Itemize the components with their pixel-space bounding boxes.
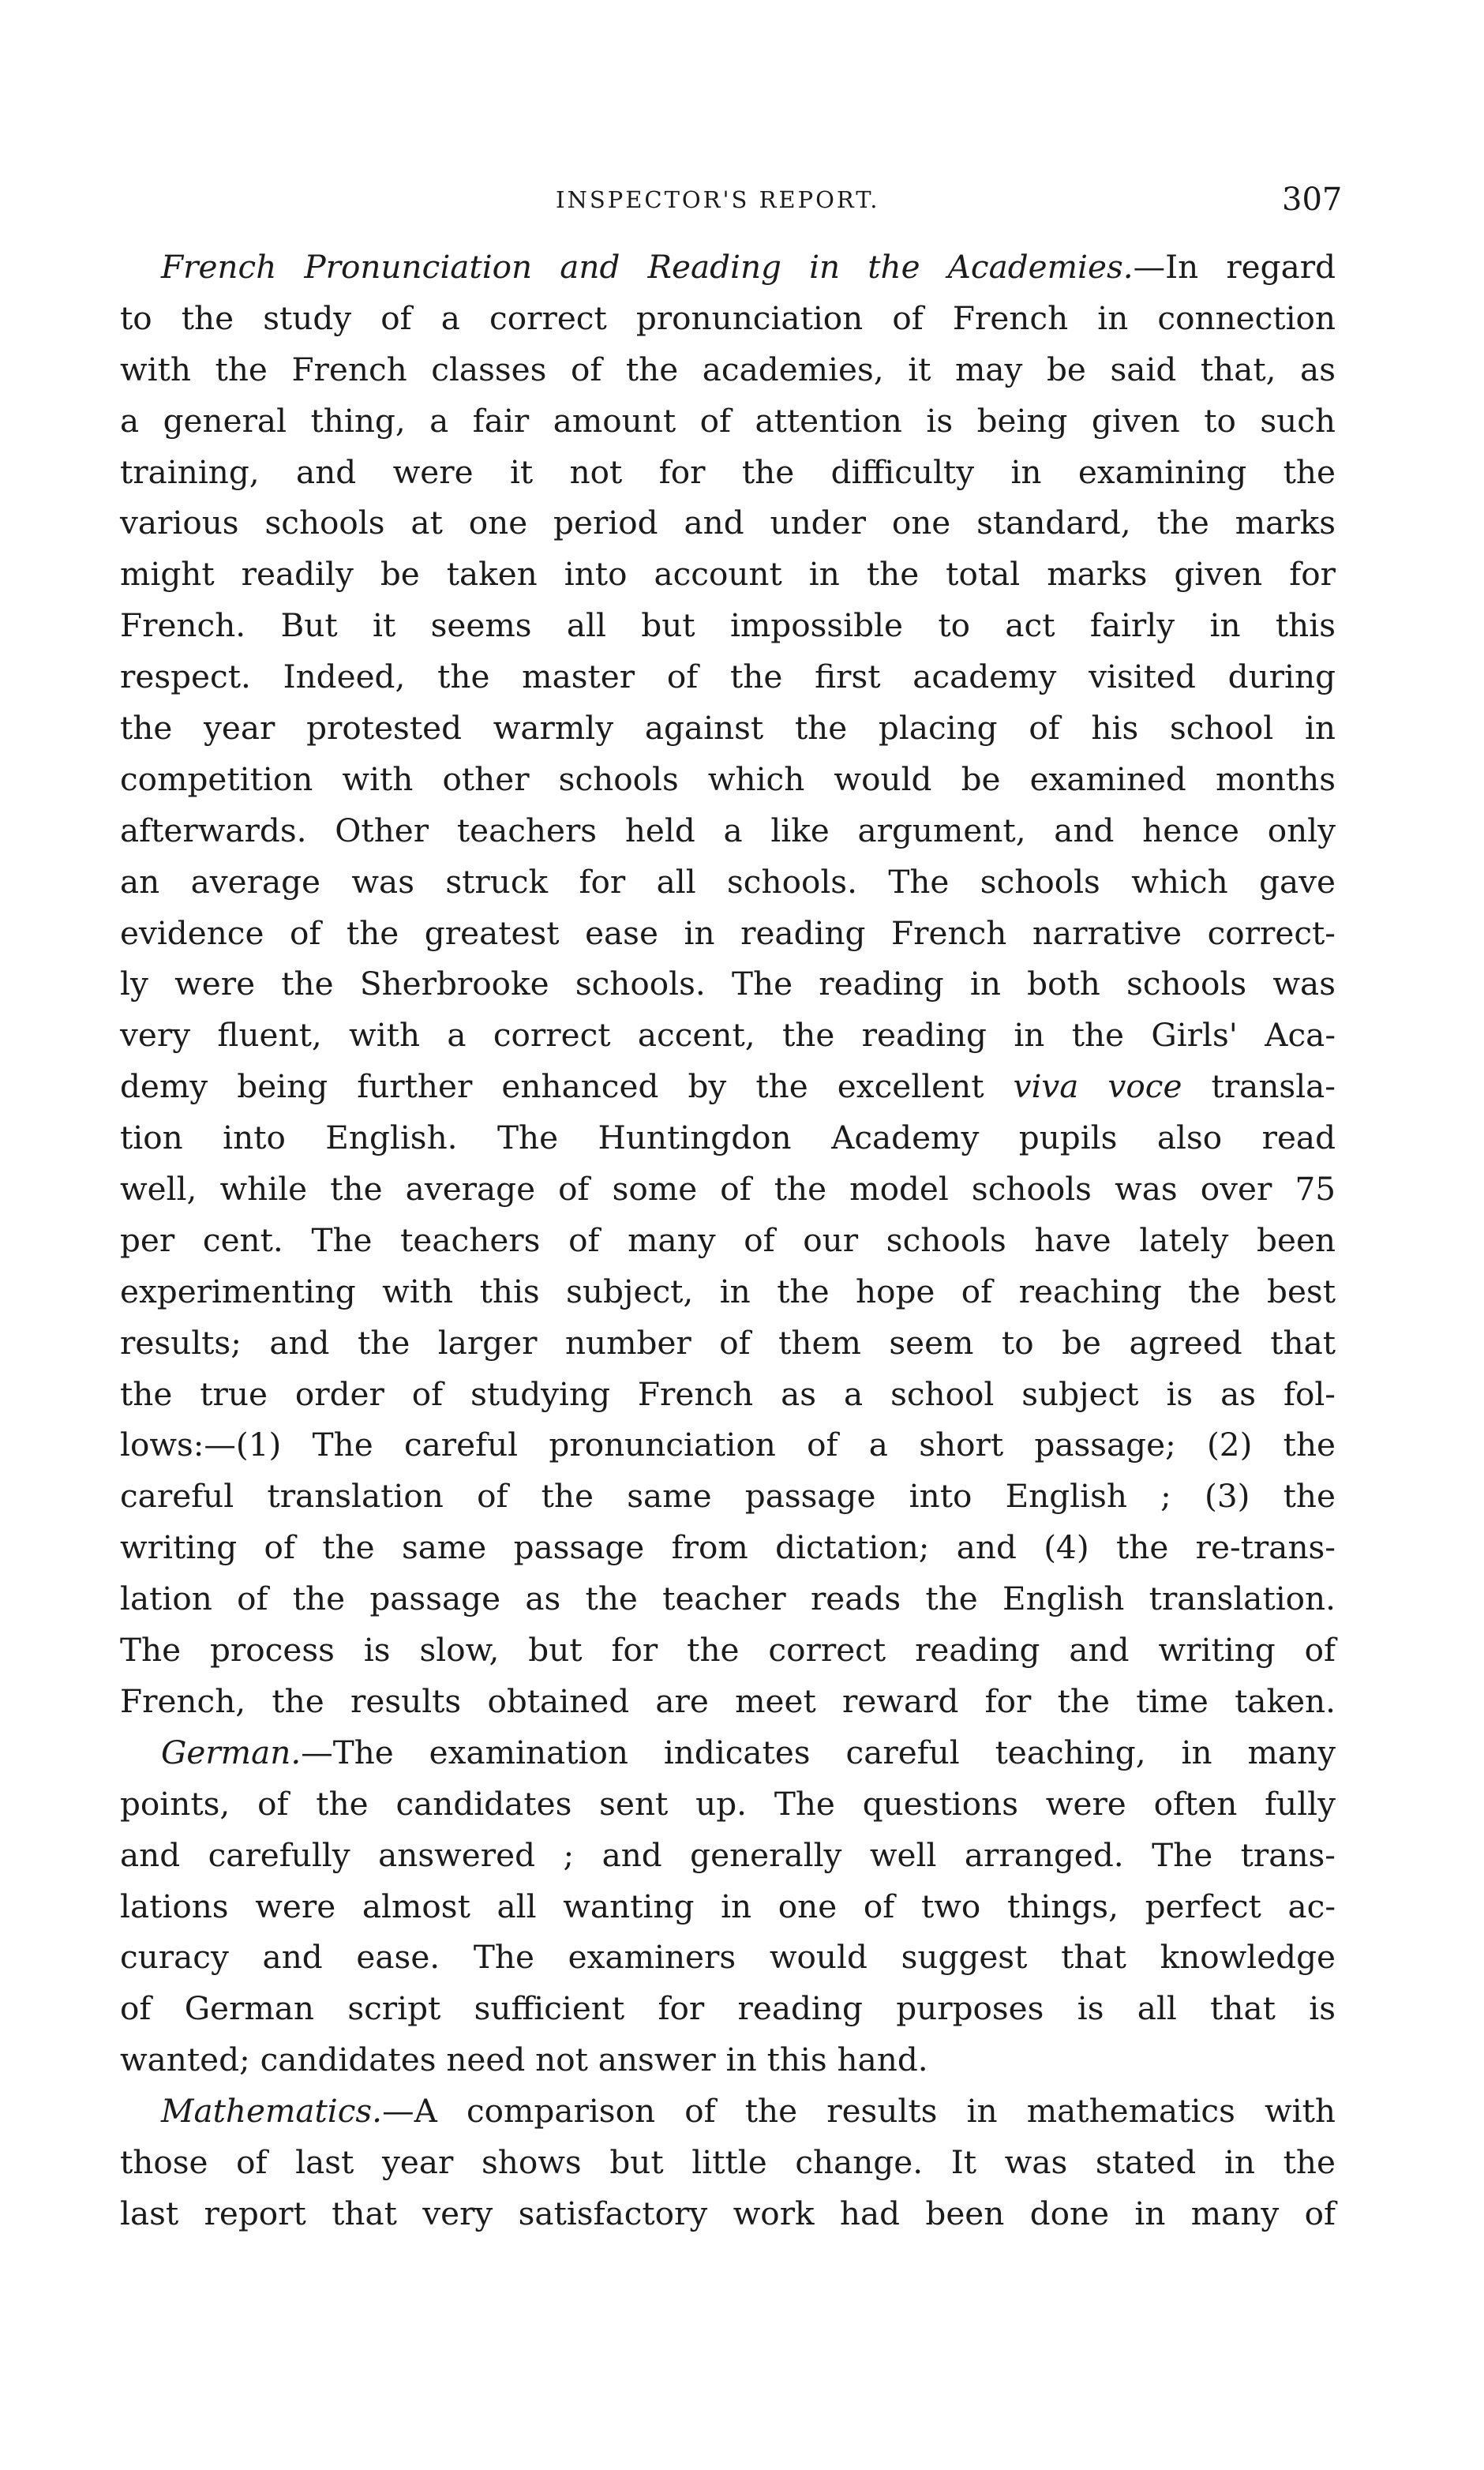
paragraph-line: The process is slow, but for the correct reading and writing of — [120, 1631, 1336, 1670]
paragraph-line: and carefully answered ; and generally well arranged. The trans- — [120, 1835, 1336, 1874]
paragraph-line: curacy and ease. The examiners would suggest that knowledge — [120, 1938, 1336, 1977]
italic-phrase: viva voce — [1013, 1067, 1182, 1106]
paragraph-line: might readily be taken into account in the total marks given for — [120, 555, 1336, 594]
paragraph-line: German.—The examination indicates careful teaching, in many — [161, 1733, 1336, 1771]
paragraph-line: points, of the candidates sent up. The questions were often fully — [120, 1784, 1336, 1823]
paragraph-line: various schools at one period and under one standard, the marks — [120, 504, 1336, 542]
paragraph-line: lows:—(1) The careful pronunciation of a short passage; (2) the — [120, 1426, 1336, 1464]
paragraph-line: an average was struck for all schools. The schools which gave — [120, 862, 1336, 901]
paragraph-line: French Pronunciation and Reading in the Academies.—In regard — [161, 248, 1336, 286]
paragraph-line: lations were almost all wanting in one of two things, perfect ac- — [120, 1887, 1336, 1925]
section-heading-french: French Pronunciation and Reading in the Academies. — [161, 248, 1134, 286]
paragraph-line: afterwards. Other teachers held a like argument, and hence only — [120, 811, 1336, 849]
paragraph-line: Mathematics.—A comparison of the results in mathematics with — [161, 2092, 1336, 2131]
paragraph-line: those of last year shows but little change. It was stated in the — [120, 2142, 1336, 2181]
paragraph-line: writing of the same passage from dictation; and (4) the re-trans- — [120, 1528, 1336, 1567]
section-heading-mathematics: Mathematics. — [161, 2092, 383, 2131]
paragraph-line: demy being further enhanced by the excellent viva voce transla- — [120, 1067, 1336, 1106]
paragraph-line: a general thing, a fair amount of attention is being given to such — [120, 401, 1336, 440]
page-header-title: INSPECTOR'S REPORT. — [556, 186, 880, 213]
paragraph-line: ly were the Sherbrooke schools. The reading in both schools was — [120, 965, 1336, 1003]
paragraph-line: per cent. The teachers of many of our schools have lately been — [120, 1220, 1336, 1259]
page-number: 307 — [1282, 182, 1343, 218]
paragraph-line: the true order of studying French as a school subject is as fol- — [120, 1374, 1336, 1413]
paragraph-line: to the study of a correct pronunciation of French in connection — [120, 298, 1336, 337]
paragraph-line: training, and were it not for the difficulty in examining the — [120, 452, 1336, 491]
paragraph-line: of German script sufficient for reading purposes is all that is — [120, 1989, 1336, 2028]
section-heading-german: German. — [161, 1733, 302, 1771]
paragraph-line: with the French classes of the academies, it may be said that, as — [120, 350, 1336, 388]
paragraph-line: evidence of the greatest ease in reading French narrative correct- — [120, 913, 1336, 952]
paragraph-line: well, while the average of some of the model schools was over 75 — [120, 1170, 1336, 1209]
paragraph-line: last report that very satisfactory work had been done in many of — [120, 2194, 1336, 2232]
paragraph-line: careful translation of the same passage into English ; (3) the — [120, 1477, 1336, 1516]
paragraph-line: the year protested warmly against the placing of his school in — [120, 709, 1336, 748]
paragraph-line: competition with other schools which would be examined months — [120, 759, 1336, 798]
paragraph-line: respect. Indeed, the master of the first academy visited during — [120, 658, 1336, 696]
body-text — [120, 242, 1336, 2239]
paragraph-line: French. But it seems all but impossible to act fairly in this — [120, 606, 1336, 645]
paragraph-line: tion into English. The Huntingdon Academy pupils also read — [120, 1119, 1336, 1157]
paragraph-line: experimenting with this subject, in the hope of reaching the best — [120, 1272, 1336, 1310]
paragraph-line: results; and the larger number of them seem to be agreed that — [120, 1323, 1336, 1362]
paragraph-line: very fluent, with a correct accent, the reading in the Girls' Aca- — [120, 1016, 1336, 1055]
paragraph-line: lation of the passage as the teacher reads the English translation. — [120, 1580, 1336, 1618]
paragraph-line: wanted; candidates need not answer in this hand. — [120, 2041, 928, 2079]
running-header — [0, 182, 1484, 234]
paragraph-line: French, the results obtained are meet reward for the time taken. — [120, 1681, 1336, 1720]
